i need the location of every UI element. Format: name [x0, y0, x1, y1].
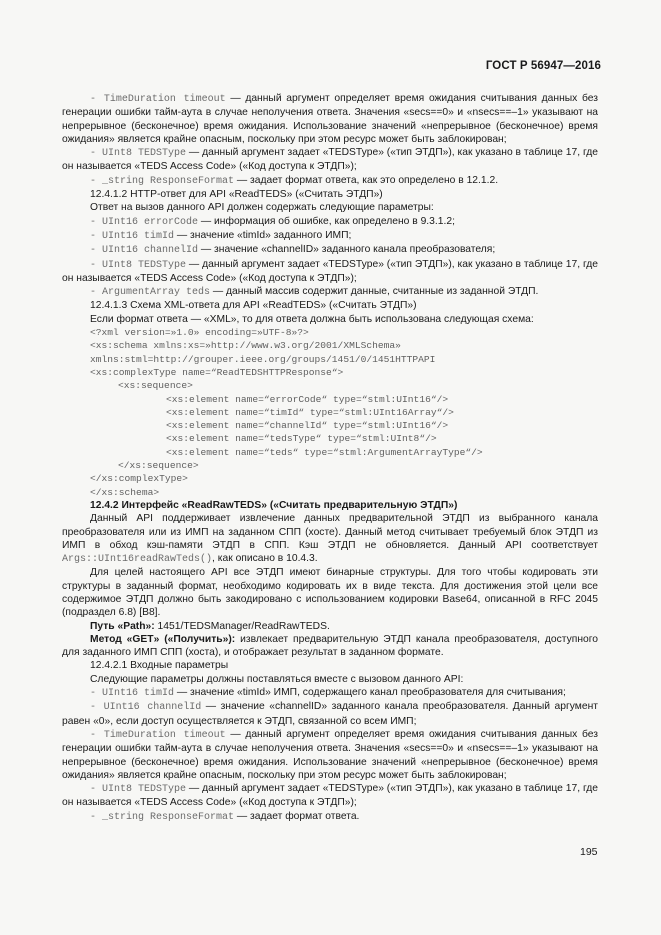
param-timid: - UInt16 timId — значение «timId» ИМП, содержащего канал преобразователя для считывания; [90, 687, 566, 700]
section-heading: 12.4.1.2 HTTP-ответ для API «ReadTEDS» («Считать ЭТДП») [90, 189, 383, 201]
method-line: Метод «GET» («Получить»): извлекает предварительную ЭТДП канала преобразователя, доступного для заданного ИМП СПП (хоста), и отображает результат в заданном формате. [62, 633, 598, 659]
code-line: </xs:sequence> [118, 460, 199, 472]
section-heading: 12.4.2.1 Входные параметры [90, 660, 229, 672]
page-number: 195 [580, 846, 598, 858]
paragraph: Данный API поддерживает извлечение данных предварительной ЭТДП из выбранного канала преобразователя или из ИМП на заданном СПП (хосте). Данный метод считывает требуемый блок ЭТДП из ИМП в обход кэш-памяти ЭТДП в СПП. Кэш ЭТДП не обновляется. Данный API соответствует Args::UInt16readRawTeds(), как описано в 10.4.3. [62, 513, 598, 566]
code-line: <xs:complexType name=“ReadTEDSHTTPResponse“> [90, 366, 344, 378]
standard-header: ГОСТ Р 56947—2016 [485, 60, 601, 72]
paragraph: Следующие параметры должны поставляться вместе с вызовом данного API: [90, 673, 464, 685]
code-line: <xs:element name=“channelId“ type=“stml:UInt16“/> [166, 420, 449, 432]
param-timid: - UInt16 timId — значение «timId» заданного ИМП; [90, 229, 352, 242]
paragraph: Ответ на вызов данного API должен содержать следующие параметры: [90, 202, 434, 214]
section-heading-bold: 12.4.2 Интерфейс «ReadRawTEDS» («Считать предварительную ЭТДП») [90, 499, 458, 511]
paragraph: Для целей настоящего API все ЭТДП имеют бинарные структуры. Для того чтобы кодировать эти структуры в заданный формат, необходимо кодировать их в виде текста. Для достижения этой цели все содержимое ЭТДП должно быть закодировано с использованием кодировки Base64, описанной в RFC 2045 (подраздел 6.8) [B8]. [62, 567, 598, 619]
code-line: <xs:element name=“errorCode“ type=“stml:UInt16“/> [166, 393, 449, 405]
code-line: </xs:schema> [90, 486, 160, 498]
param-timeout: - TimeDuration timeout — данный аргумент определяет время ожидания считывания данных без генерации ошибки тайм-аута в случае неполучения ответа. Значения «secs==0» и «nsecs==–1» указывают на непрерывное (бесконечное) время ожидания. Использование значений «непрерывное (бесконечное) время ожидания» является крайне опасным, поскольку при этом ресурс может быть заблокирован; [62, 93, 598, 145]
path-line: Путь «Path»: 1451/TEDSManager/ReadRawTEDS. [90, 620, 330, 632]
xml-schema-code [62, 326, 598, 499]
param-tedstype: - UInt8 TEDSType — данный аргумент задает «TEDSType» («тип ЭТДП»), как указано в таблице 17, где он называется «TEDS Access Code» («Код доступа к ЭТДП»); [62, 147, 598, 173]
code-line: <xs:sequence> [118, 380, 193, 392]
code-line: <xs:element name=“teds“ type=“stml:ArgumentArrayType“/> [166, 446, 483, 458]
code-line: xmlns:stml=http://grouper.ieee.org/groups/1451/0/1451HTTPAPI [90, 353, 436, 365]
code-line: <xs:schema xmlns:xs=»http://www.w3.org/2001/XMLSchema» [90, 340, 401, 352]
code-line: <xs:element name=“tedsType“ type=“stml:UInt8“/> [166, 433, 437, 445]
param-teds: - ArgumentArray teds — данный массив содержит данные, считанные из заданной ЭТДП. [90, 286, 539, 299]
code-line: </xs:complexType> [90, 473, 188, 485]
code-line: <?xml version=»1.0» encoding=»UTF-8»?> [90, 327, 309, 339]
param-errorcode: - UInt16 errorCode — информация об ошибке, как определено в 9.3.1.2; [90, 215, 455, 228]
section-heading: 12.4.1.3 Схема XML-ответа для API «ReadTEDS» («Считать ЭТДП») [90, 300, 417, 312]
param-responseformat: - _string ResponseFormat — задает формат ответа. [90, 810, 360, 823]
param-tedstype: - UInt8 TEDSType — данный аргумент задает «TEDSType» («тип ЭТДП»), как указано в таблице 17, где он называется «TEDS Access Code» («Код доступа к ЭТДП»); [62, 258, 598, 284]
param-timeout: - TimeDuration timeout — данный аргумент определяет время ожидания считывания данных без генерации ошибки тайм-аута в случае неполучения ответа. Значения «secs==0» и «nsecs==–1» указывают на непрерывное (бесконечное) время ожидания. Использование значений «непрерывное (бесконечное) время ожидания» является крайне опасным, поскольку при этом ресурс может быть заблокирован; [62, 728, 598, 781]
param-tedstype: - UInt8 TEDSType — данный аргумент задает «TEDSType» («тип ЭТДП»), как указано в таблице 17, где он называется «TEDS Access Code» («Код доступа к ЭТДП»); [62, 783, 598, 809]
page-content [62, 92, 598, 824]
param-code: - TimeDuration timeout [90, 94, 226, 105]
param-channelid: - UInt16 channelId — значение «channelID» заданного канала преобразователя; [90, 244, 496, 257]
paragraph: Если формат ответа — «XML», то для ответа должна быть использована следующая схема: [90, 313, 534, 325]
code-line: <xs:element name=“timId“ type=“stml:UInt16Array“/> [166, 406, 454, 418]
param-channelid: - UInt16 channelId — значение «channelID» заданного канала преобразователя. Данный аргумент равен «0», если доступ осуществляется к ЭТДП, связанной со всем ИМП; [62, 701, 598, 727]
param-responseformat: - _string ResponseFormat — задает формат ответа, как это определено в 12.1.2. [90, 174, 499, 187]
